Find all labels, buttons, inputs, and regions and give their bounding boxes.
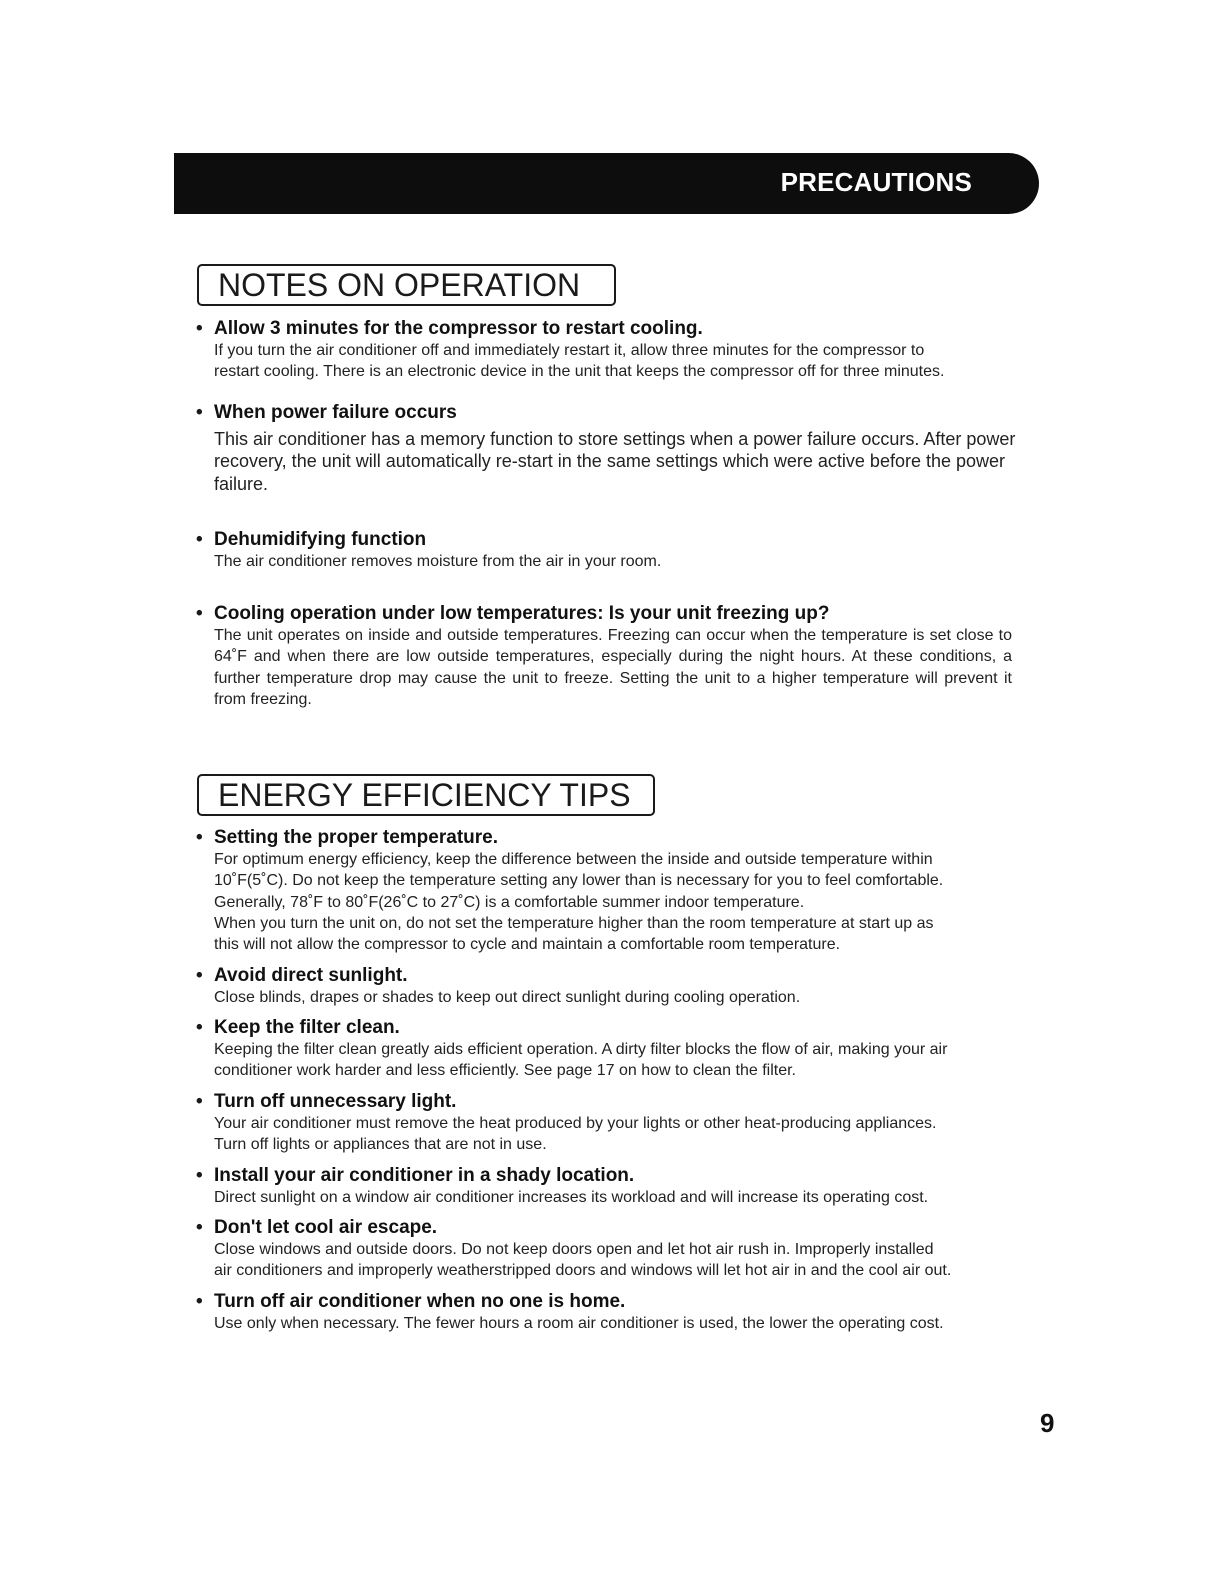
item-title: Cooling operation under low temperatures: Is your unit freezing up?	[214, 603, 830, 624]
item-title: Keep the filter clean.	[214, 1017, 400, 1038]
bullet: •	[196, 1165, 203, 1186]
item-title: Turn off air conditioner when no one is home.	[214, 1291, 626, 1312]
item-title: When power failure occurs	[214, 402, 457, 423]
item-title: Don't let cool air escape.	[214, 1217, 438, 1238]
list-item	[196, 318, 1056, 383]
page-title: PRECAUTIONS	[780, 167, 972, 197]
bullet: •	[196, 529, 203, 550]
list-item	[196, 402, 1056, 495]
item-title: Turn off unnecessary light.	[214, 1091, 457, 1112]
list-item	[196, 965, 1056, 1008]
item-body: The unit operates on inside and outside temperatures. Freezing can occur when the temperature is set close to 64˚F and when there are low outside temperatures, especially during the night hours. At these conditions, a further temperature drop may cause the unit to freeze. Setting the unit to a higher temperature will prevent it from freezing.	[214, 627, 1012, 708]
item-body: Use only when necessary. The fewer hours a room air conditioner is used, the lower the operating cost.	[214, 1315, 944, 1332]
list-item	[196, 1291, 1056, 1334]
bullet: •	[196, 318, 203, 339]
list-item	[196, 1217, 1056, 1282]
item-body: Your air conditioner must remove the heat produced by your lights or other heat-producing appliances. Turn off lights or appliances that are not in use.	[214, 1115, 937, 1154]
item-body: Keeping the filter clean greatly aids efficient operation. A dirty filter blocks the flow of air, making your air conditioner work harder and less efficiently. See page 17 on how to clean the filter.	[214, 1041, 948, 1080]
section-title-notes: NOTES ON OPERATION	[197, 264, 616, 306]
section-title-energy: ENERGY EFFICIENCY TIPS	[197, 774, 655, 816]
item-body: For optimum energy efficiency, keep the difference between the inside and outside temperature within 10˚F(5˚C). Do not keep the temperature setting any lower than is necessary for you to feel comfortable. Generally, 78˚F to 80˚F(26˚C to 27˚C) is a comfortable summer indoor temperature. When you turn the unit on, do not set the temperature higher than the room temperature at start up as this will not allow the compressor to cycle and maintain a comfortable room temperature.	[214, 851, 944, 954]
list-item	[196, 529, 1056, 572]
item-body: The air conditioner removes moisture from the air in your room.	[214, 553, 662, 570]
list-item	[196, 1165, 1056, 1208]
item-title: Setting the proper temperature.	[214, 827, 498, 848]
item-title: Install your air conditioner in a shady location.	[214, 1165, 635, 1186]
item-body: Direct sunlight on a window air conditioner increases its workload and will increase its operating cost.	[214, 1189, 929, 1206]
bullet: •	[196, 1091, 203, 1112]
item-body: This air conditioner has a memory function to store settings when a power failure occurs. After power recovery, the unit will automatically re-start in the same settings which were active before the power failure.	[214, 429, 1016, 494]
item-title: Allow 3 minutes for the compressor to restart cooling.	[214, 318, 703, 339]
page-number: 9	[1040, 1408, 1055, 1438]
list-item	[196, 827, 1056, 955]
item-title: Avoid direct sunlight.	[214, 965, 408, 986]
item-body: Close blinds, drapes or shades to keep out direct sunlight during cooling operation.	[214, 989, 801, 1006]
bullet: •	[196, 603, 203, 624]
header-banner	[174, 153, 1039, 214]
bullet: •	[196, 1291, 203, 1312]
bullet: •	[196, 965, 203, 986]
bullet: •	[196, 402, 203, 423]
bullet: •	[196, 1217, 203, 1238]
item-title: Dehumidifying function	[214, 529, 427, 550]
item-body: Close windows and outside doors. Do not keep doors open and let hot air rush in. Improperly installed air conditioners and improperly weatherstripped doors and windows will let hot air in and the cool air out.	[214, 1241, 952, 1280]
list-item	[196, 1091, 1056, 1156]
list-item	[196, 603, 1056, 710]
list-item	[196, 1017, 1056, 1082]
bullet: •	[196, 1017, 203, 1038]
bullet: •	[196, 827, 203, 848]
item-body: If you turn the air conditioner off and immediately restart it, allow three minutes for the compressor to restart cooling. There is an electronic device in the unit that keeps the compressor off for three minutes.	[214, 342, 945, 381]
